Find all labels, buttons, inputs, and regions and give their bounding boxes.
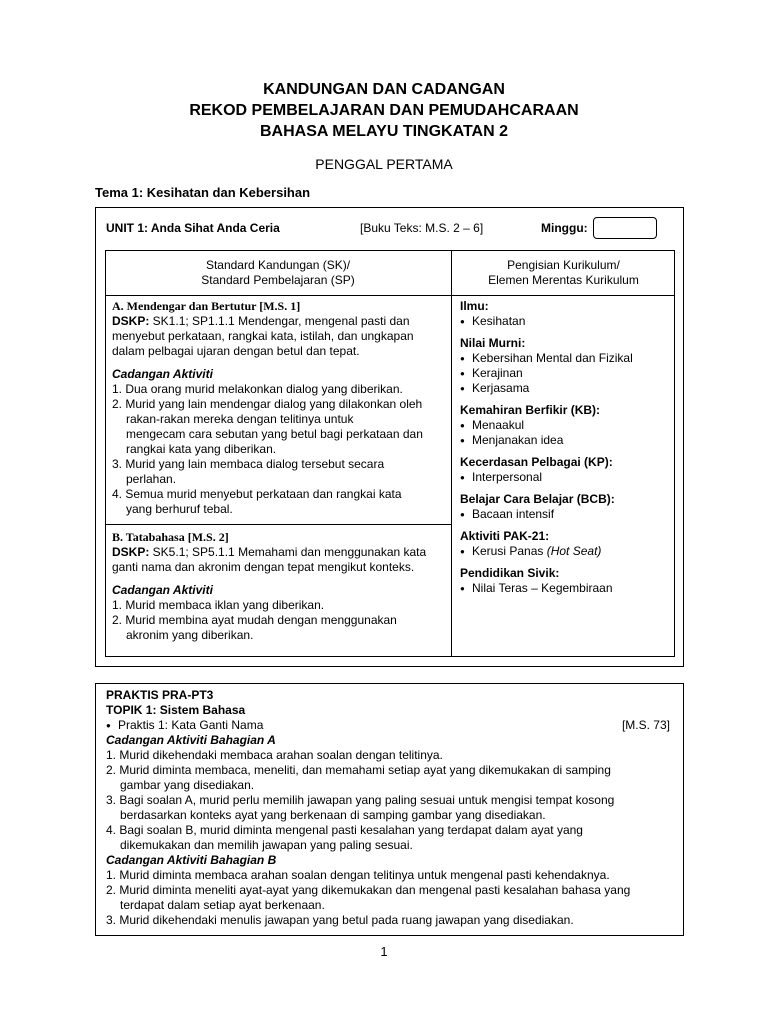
sivik-label: Pendidikan Sivik: (460, 566, 560, 580)
list-item: ● Kerjasama (460, 381, 672, 396)
unit-title: UNIT 1: Anda Sihat Anda Ceria (106, 221, 280, 235)
section-b: B. Tatabahasa [M.S. 2] DSKP: SK5.1; SP5.1.1 Memahami dan menggunakan kata ganti nama dan akronim dengan tepat mengikut konteks. Cadangan Aktiviti 1. Murid membaca iklan yang diberikan. 2. Murid membina ayat mudah dengan menggunakan akronim yang diberikan. (112, 530, 448, 643)
activity-item: 2. Murid membina ayat mudah dengan menggunakan (112, 613, 397, 627)
activity-item: 4. Semua murid menyebut perkataan dan rangkai kata (112, 487, 402, 501)
bahagian-b-label: Cadangan Aktiviti Bahagian B (106, 853, 277, 867)
col2-header: Pengisian Kurikulum/ Elemen Merentas Kurikulum (488, 258, 639, 287)
kb-label: Kemahiran Berfikir (KB): (460, 403, 601, 417)
buku-teks-ref: [Buku Teks: M.S. 2 – 6] (360, 221, 484, 235)
list-item: 4. Bagi soalan B, murid diminta mengenal pasti kesalahan yang terdapat dalam ayat yang (106, 823, 583, 837)
list-item: 3. Murid dikehendaki menulis jawapan yang betul pada ruang jawapan yang disediakan. (106, 913, 574, 927)
list-item: ● Kesihatan (460, 314, 672, 329)
page-number: 1 (380, 944, 388, 959)
bahagian-a-label: Cadangan Aktiviti Bahagian A (106, 733, 276, 747)
doc-title-line-1: KANDUNGAN DAN CADANGAN (263, 81, 505, 98)
list-item: ● Kerusi Panas (Hot Seat) (460, 544, 672, 559)
section-a: A. Mendengar dan Bertutur [M.S. 1] DSKP: SK1.1; SP1.1.1 Mendengar, mengenal pasti dan menyebut perkataan, rangkai kata, istilah, dan ungkapan dalam pelbagai ujaran dengan betul dan tepat. Cadangan Aktiviti 1. Dua orang murid melakonkan dialog yang diberikan. 2. Murid yang lain mendengar dialog yang dilakonkan oleh rakan-rakan mereka dengan telitinya untuk mengecam cara sebutan yang betul bagi perkataan dan rangkai kata yang diberikan. 3. Murid yang lain membaca dialog tersebut secara perlahan. 4. Semua murid menyebut perkataan dan rangkai kata yang berhuruf tebal. (112, 299, 448, 517)
activity-item: 3. Murid yang lain membaca dialog tersebut secara (112, 457, 385, 471)
section-a-heading: A. Mendengar dan Bertutur [M.S. 1] (112, 299, 301, 313)
penggal-heading: PENGGAL PERTAMA (315, 156, 453, 172)
minggu-input[interactable] (593, 217, 657, 244)
list-item: 2. Murid diminta meneliti ayat-ayat yang dikemukakan dan mengenal pasti kesalahan bahasa yang (106, 883, 631, 897)
table-column-divider (451, 250, 452, 657)
activity-item: 1. Dua orang murid melakonkan dialog yang diberikan. (112, 382, 403, 396)
list-item: 3. Bagi soalan A, murid perlu memilih jawapan yang paling sesuai untuk mengisi tempat kosong (106, 793, 615, 807)
section-divider (105, 524, 452, 525)
ilmu-label: Ilmu: (460, 299, 489, 313)
list-item: ● Kerajinan (460, 366, 672, 381)
nilai-murni-label: Nilai Murni: (460, 336, 526, 350)
praktis-item: ● Praktis 1: Kata Ganti Nama (106, 718, 263, 732)
section-b-heading: B. Tatabahasa [M.S. 2] (112, 530, 229, 544)
doc-title-line-2: REKOD PEMBELAJARAN DAN PEMUDAHCARAAN (189, 102, 579, 119)
section-a-cadangan-label: Cadangan Aktiviti (112, 367, 213, 381)
list-item: 2. Murid diminta membaca, meneliti, dan memahami setiap ayat yang dikemukakan di samping (106, 763, 611, 777)
list-item: ● Menaakul (460, 418, 672, 433)
pak21-label: Aktiviti PAK-21: (460, 529, 550, 543)
list-item: ● Kebersihan Mental dan Fizikal (460, 351, 672, 366)
tema-heading: Tema 1: Kesihatan dan Kebersihan (95, 185, 311, 200)
kp-label: Kecerdasan Pelbagai (KP): (460, 455, 613, 469)
section-b-cadangan-label: Cadangan Aktiviti (112, 583, 213, 597)
topik-heading: TOPIK 1: Sistem Bahasa (106, 703, 246, 717)
doc-title-line-3: BAHASA MELAYU TINGKATAN 2 (259, 123, 508, 140)
list-item: ● Nilai Teras – Kegembiraan (460, 581, 672, 596)
list-item: 1. Murid dikehendaki membaca arahan soalan dengan telitinya. (106, 748, 443, 762)
minggu-label: Minggu: (541, 221, 588, 235)
col1-header: Standard Kandungan (SK)/ Standard Pembelajaran (SP) (201, 258, 355, 287)
list-item: 1. Murid diminta membaca arahan soalan dengan telitinya untuk mengenal pasti kehendaknya. (106, 868, 610, 882)
praktis-ms-ref: [M.S. 73] (621, 718, 670, 732)
list-item: ● Interpersonal (460, 470, 672, 485)
praktis-title: PRAKTIS PRA-PT3 (106, 688, 214, 702)
list-item: ● Menjanakan idea (460, 433, 672, 448)
list-item: ● Bacaan intensif (460, 507, 672, 522)
table-header-divider (105, 295, 675, 296)
activity-item: 1. Murid membaca iklan yang diberikan. (112, 598, 325, 612)
praktis-content: PRAKTIS PRA-PT3 TOPIK 1: Sistem Bahasa ● Praktis 1: Kata Ganti Nama [M.S. 73] Cadangan Aktiviti Bahagian A 1. Murid dikehendaki membaca arahan soalan dengan telitinya. 2. Murid diminta membaca, meneliti, dan memahami setiap ayat yang dikemukakan di samping gambar yang disediakan. 3. Bagi soalan A, murid perlu memilih jawapan yang paling sesuai untuk mengisi tempat kosong berdasarkan konteks ayat yang berkenaan di samping gambar yang disediakan. 4. Bagi soalan B, murid diminta mengenal pasti kesalahan yang terdapat dalam ayat yang dikemukakan dan memilih jawapan yang paling sesuai. Cadangan Aktiviti Bahagian B 1. Murid diminta membaca arahan soalan dengan telitinya untuk mengenal pasti kehendaknya. 2. Murid diminta meneliti ayat-ayat yang dikemukakan dan mengenal pasti kesalahan bahasa yang terdapat dalam setiap ayat berkenaan. 3. Murid dikehendaki menulis jawapan yang betul pada ruang jawapan yang disediakan. (106, 688, 676, 928)
bcb-label: Belajar Cara Belajar (BCB): (460, 492, 615, 506)
activity-item: 2. Murid yang lain mendengar dialog yang dilakonkan oleh (112, 397, 423, 411)
elements-column (460, 299, 672, 596)
